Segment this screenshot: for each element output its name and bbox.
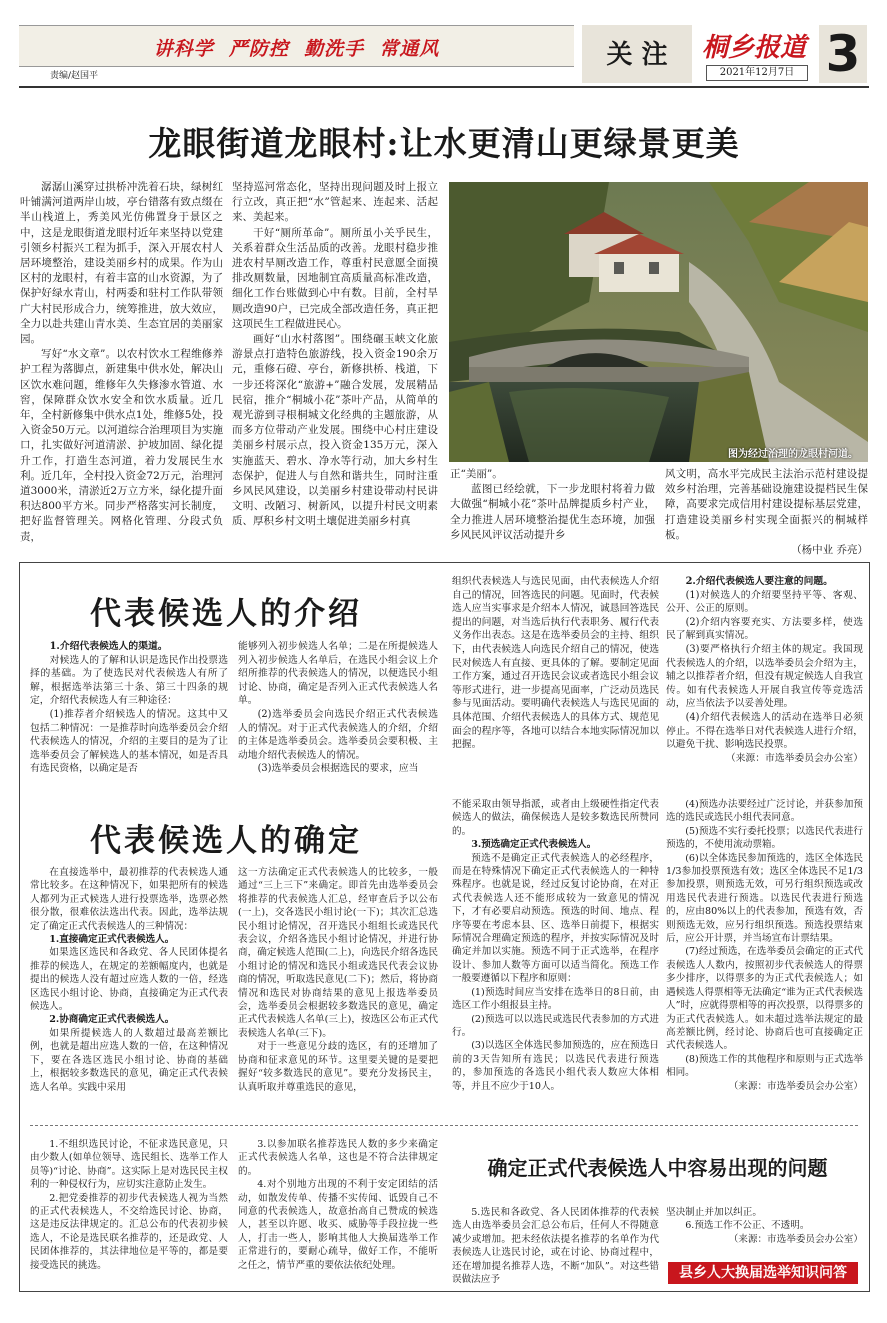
intro-col-4 <box>666 575 863 765</box>
feature-title: 龙眼街道龙眼村:让水更清山更绿景更美 <box>148 124 740 163</box>
source: （来源：市选举委员会办公室） <box>728 1233 863 1245</box>
paragraph: 潺潺山溪穿过拱桥冲洗着石块，绿树红叶铺满河道两岸山坡，亭台错落有致点缀在半山栈道上，秀美风光仿佛置身于景区之中，这是龙眼街道龙眼村近年来坚持以党建引领乡村振兴工程为抓手，深入开展农村人居环境整治，建设美丽乡村的成果。作为山区村的龙眼村，有着丰富的山水资源，为了保护好绿水青山，村两委和驻村工作队带领广大村民形成合力，统筹推进，放大效应，全力以赴共建山青水美、生态宜居的美丽家园。 <box>20 181 223 346</box>
feature-col-3 <box>450 467 655 543</box>
paragraph: 蓝图已经绘就，下一步龙眼村将着力做大做强“桐城小花”茶叶品牌提质乡村产业，全力推进人居环境整治提优生态环境，加强乡风民风评议活动提升乡 <box>450 483 655 541</box>
paragraph: (6)以全体选民参加预选的，选区全体选民1/3参加投票预选有效；选区全体选民不足1/3参加投票，则预选无效，可另行组织预选或改用选民代表进行预选。以选民代表进行预选的，应由80%以上的代表参加，预选有效，否则预选无效，应另行组织预选。预选投票结束后，应公开计票，并当场宣布计票结果。 <box>666 852 863 945</box>
paragraph: 能够列入初步候选人名单；二是在所提候选人列入初步候选人名单后，在选民小组会议上介绍所推荐的代表候选人的情况，以便选民小组讨论、协商，确定是否列入正式代表候选人名单。 <box>238 641 438 707</box>
paragraph: 4.对个别地方出现的不利于安定团结的活动，如散发传单、传播不实传闻、诋毁自己不同意的代表候选人，故意抬高自己赞成的候选人，甚至以许愿、收买、威胁等手段拉拢一些人，打击一些人，影响其他人大换届选举工作正常进行的，要耐心疏导，做好工作，不能听之任之，情节严重的要依法依纪处理。 <box>238 1179 438 1271</box>
paragraph: (1)对候选人的介绍要坚持平等、客观、公开、公正的原则。 <box>666 589 863 615</box>
problems-col-4 <box>666 1206 863 1246</box>
paragraph: 正“美丽”。 <box>450 468 503 480</box>
paragraph: (2)选举委员会向选民介绍正式代表候选人的情况。对于正式代表候选人的介绍，介绍的主体是选举委员会。选举委员会要积极、主动地介绍代表候选人的情况。 <box>238 708 438 761</box>
subheading: 1.直接确定正式代表候选人。 <box>49 934 175 946</box>
paragraph: 坚决制止并加以纠正。 <box>666 1207 762 1218</box>
byline: （杨中业 乔亮） <box>791 544 868 557</box>
paragraph: (7)经过预选，在选举委员会确定的正式代表候选人人数内，按照初步代表候选人的得票多少排序，以得票多的为正式代表候选人；如遇候选人得票相等无法确定“谁为正式代表候选人”时，应就得票相等的再次投票，以得票多的为正式代表候选人。如未超过选举法规定的最高差额比例，经讨论、协商后也可直接确定正式代表候选人。 <box>666 946 863 1052</box>
paragraph: 写好“水文章”。以农村饮水工程维修养护工程为落脚点，新建集中供水处，解决山区饮水难问题，维修年久失修渗水管道、水窖，保障群众饮水安全和饮水质量。近几年，全村新修集中供水点1处，维修5处，投入资金50万元。以河道综合治理项目为实施口，扎实做好河道清淤、护坡加固、绿化提升工作，打造生态河道，着力发展民生水利。近几年，全村投入资金72万元，治理河道3000米，清淤近2万立方米，绿化提升面积达800平方米。同步严格落实河长制度，把好监督管理关。网格化管理、分段式负责， <box>20 348 223 543</box>
paragraph: 风文明，高水平完成民主法治示范村建设提效乡村治理，完善基础设施建设提档民生保障，高要求完成信用村建设提标基层党建，打造建设美丽乡村实现全面振兴的桐城样板。 <box>665 468 868 541</box>
paragraph: 画好“山水村落图”。围绕碾玉峡文化旅游景点打造特色旅游线，投入资金190余万元，重修石磴、亭台，新修拱桥、栈道，下一步还将深化“旅游+”融合发展，发展精品民宿，推介“桐城小花”茶叶产品，从简单的观光游到寻根桐城文化经典的主题旅游，从而多方位带动产业发展。围绕中心村庄建设美丽乡村展示点，投入资金135万元，深入实施蓝天、碧水、净水等行动，加大乡村生态保护，促进人与自然和谐共生，同时注重乡风民风建设，以美丽乡村建设带动村民讲文明、改陋习、树新风，以提升村民文明素质、厚积乡村文明土壤促进美丽乡村真 <box>232 333 438 528</box>
source: （来源：市选举委员会办公室） <box>725 752 863 764</box>
paragraph: (1)推荐者介绍候选人的情况。这其中又包括二种情况：一是推荐时向选举委员会介绍代表候选人的情况，介绍的主要目的是为了让选举委员会了解候选人的基本情况，如是否具有选民资格，以确定是否 <box>30 708 228 775</box>
paragraph: 干好“厕所革命”。厕所虽小关乎民生，关系着群众生活品质的改善。龙眼村稳步推进农村旱厕改造工作，尊重村民意愿全面摸排改厕数量，因地制宜高质量高标准改造，细化工作台账做到心中有数。目前，全村旱厕改造90户，已完成全部改造任务，真正把这项民生工程做进民心。 <box>232 226 438 330</box>
paragraph: 组织代表候选人与选民见面，由代表候选人介绍自己的情况，回答选民的问题。见面时，代表候选人应当实事求是介绍本人情况，诚恳回答选民提出的问题，对当选后执行代表职务、履行代表义务作出表态。这是在选举委员会的主持、组织下，由代表候选人向选民介绍自己的情况，使选民对候选人有直接、更具体的了解。要制定见面工作方案，通过召开选民会议或者选民小组会议等形式进行，进一步提高见面率，广泛动员选民参与见面活动。要明确代表候选人与选民见面的具体范围、介绍代表候选人的具体方式、规范见面会的程序等，各地可以结合本地实际情况加以把握。 <box>452 576 659 751</box>
paragraph: (4)介绍代表候选人的活动在选举日必须停止。不得在选举日对代表候选人进行介绍，以避免干扰、影响选民投票。 <box>666 711 863 751</box>
qa-banner: 县乡人大换届选举知识问答 <box>668 1262 858 1284</box>
intro-col-3 <box>452 575 659 752</box>
paper-logo: 桐乡报道 <box>702 33 807 63</box>
intro-col-1 <box>30 640 228 776</box>
paragraph: 3.以参加联名推荐选民人数的多少来确定正式代表候选人名单，这也是不符合法律规定的。 <box>238 1139 438 1177</box>
paragraph: 对于一些意见分歧的选区，有的还增加了协商和征求意见的环节。这里要关键的是要把握好“较多数选民的意见”。要充分发扬民主，认真听取并尊重选民的意见， <box>238 1041 438 1093</box>
section-label: 关 注 <box>606 40 668 70</box>
subheading: 1.介绍代表候选人的渠道。 <box>49 641 168 652</box>
confirm-col-1 <box>30 866 228 1094</box>
paragraph: (5)预选不实行委托投票；以选民代表进行预选的，不使用流动票箱。 <box>666 825 863 851</box>
paragraph: 这一方法确定正式代表候选人的比较多，一般通过“三上三下”来确定。即首先由选举委员会将推荐的代表候选人汇总，经审查后予以公布(一上)，交各选民小组讨论(一下)；其次汇总选民小组讨论情况，召开选民小组组长或选民代表会议，介绍各选民小组讨论情况，并进行协商，确定候选人范围(二上)，向选民介绍各选民小组讨论的情况和选民小组或选民代表会议协商的情况，听取选民意见(二下)；然后，将协商情况和选民对协商结果的意见上报选举委员会，选举委员会根据较多数选民的意见，确定正式代表候选人名单(三上)，按选区公布正式代表候选人名单(三下)。 <box>238 867 438 1039</box>
subheading: 2.介绍代表候选人要注意的问题。 <box>685 576 833 587</box>
paragraph: (2)介绍内容要充实、方法要多样，使选民了解到真实情况。 <box>666 616 863 642</box>
subheading: 2.协商确定正式代表候选人。 <box>49 1014 175 1026</box>
paragraph: 如果选区选民和各政党、各人民团体提名推荐的候选人，在规定的差额幅度内，也就是提出的候选人没有超过应选人数的一倍，经选区选民小组讨论、协商，直接确定为正式代表候选人。 <box>30 947 228 1013</box>
photo-caption: 图为经过治理的龙眼村河道。 <box>728 449 858 460</box>
issue-date: 2021年12月7日 <box>706 65 808 81</box>
paragraph: 对候选人的了解和认识是选民作出投票选择的基础。为了使选民对代表候选人有所了解，根据选举法第三十条、第三十四条的规定，介绍代表候选人有三种途径： <box>30 654 228 707</box>
paragraph: 坚持巡河常态化，坚持出现问题及时上报立行立改，真正把“水”管起来、连起来、活起来、美起来。 <box>232 181 438 224</box>
problems-title: 确定正式代表候选人中容易出现的问题 <box>487 1156 828 1180</box>
source: （来源：市选举委员会办公室） <box>728 1080 863 1092</box>
paragraph: 1.不组织选民讨论，不征求选民意见，只由少数人(如单位领导、选民组长、选举工作人员等)“讨论、协商”。这实际上是对选民民主权利的一种侵权行为，应切实注意防止发生。 <box>30 1139 228 1191</box>
paragraph: (4)预选办法要经过广泛讨论，并获参加预选的选民或选民小组代表同意。 <box>666 799 863 824</box>
paragraph: 5.选民和各政党、各人民团体推荐的代表候选人由选举委员会汇总公布后，任何人不得随意减少或增加。把未经依法提名推荐的名单作为代表候选人让选民讨论，或在讨论、协商过程中，还在增加提名推荐人选，不断“加队”。对这些错误做法应予 <box>452 1207 659 1286</box>
confirm-title: 代表候选人的确定 <box>90 823 362 859</box>
village-photo <box>449 182 868 462</box>
paragraph: (3)选举委员会根据选民的要求，应当 <box>257 763 419 775</box>
intro-title: 代表候选人的介绍 <box>90 596 362 632</box>
feature-col-4 <box>665 467 868 558</box>
feature-col-2 <box>232 180 438 530</box>
header-editor: 责编/赵国平 <box>50 71 99 81</box>
paragraph: 如果所提候选人的人数超过最高差额比例，也就是超出应选人数的一倍，在这种情况下，要在各选区选民小组讨论、协商的基础上，根据较多数选民的意见，确定正式代表候选人名单。实践中采用 <box>30 1027 228 1093</box>
header-slogan: 讲科学 严防控 勤洗手 常通风 <box>153 38 440 60</box>
page-number: 3 <box>819 25 867 83</box>
paragraph: 在直接选举中，最初推荐的代表候选人通常比较多。在这种情况下，如果把所有的候选人都列为正式候选人进行投票选举，选票必然很分散，很难依法选出代表。因此，选举法规定了确定正式代表候选人的三种情况： <box>30 867 228 932</box>
paragraph: (3)要严格执行介绍主体的规定。我国现代表候选人的介绍，以选举委员会介绍为主，辅之以推荐者介绍，但没有规定候选人自我宣传。如有代表候选人开展自我宣传等竞选活动，应当依法予以妥善处理。 <box>666 643 863 710</box>
confirm-col-4 <box>666 798 863 1093</box>
paragraph: 预选不是确定正式代表候选人的必经程序，而是在特殊情况下确定正式代表候选人的一种特殊程序。也就是说，经过反复讨论协商，在对正式代表候选人还不能形成较为一致意见的情况下，才有必要启动预选。预选的时间、地点、程序等要在考虑本县、区、选举日前提下，根据实际情况合理确定预选的程序，并按实际情况及时确定并加以实施。预选不同于正式选举，在程序设计、参加人数等方面可以适当简化。预选工作一般要遵循以下程序和原则： <box>452 852 659 985</box>
problems-col-2 <box>238 1138 438 1272</box>
paragraph: (8)预选工作的其他程序和原则与正式选举相同。 <box>666 1053 863 1079</box>
confirm-col-3 <box>452 798 659 1093</box>
paragraph: (1)预选时间应当安排在选举日的8日前，由选区工作小组报县主持。 <box>452 986 659 1012</box>
problems-col-1 <box>30 1138 228 1272</box>
subheading: 3.预选确定正式代表候选人。 <box>471 839 597 851</box>
paragraph: 6.预选工作不公正、不透明。 <box>685 1220 810 1232</box>
feature-col-1 <box>20 180 223 545</box>
confirm-col-2 <box>238 866 438 1094</box>
paragraph: 2.把党委推荐的初步代表候选人视为当然的正式代表候选人，不交给选民讨论、协商，这是违反法律规定的。汇总公布的代表初步候选人，不论是选民联名推荐的，还是政党、人民团体推荐的，其法律地位是平等的，都是要接受选民的挑选。 <box>30 1192 228 1271</box>
section-divider <box>30 1125 858 1127</box>
intro-col-2 <box>238 640 438 776</box>
paragraph: 不能采取由领导指派，或者由上级硬性指定代表候选人的做法，确保候选人是较多数选民所赞同的。 <box>452 799 659 837</box>
header-rule <box>19 86 869 88</box>
paragraph: (2)预选可以以选民或选民代表参加的方式进行。 <box>452 1013 659 1038</box>
problems-col-3 <box>452 1206 659 1286</box>
paragraph: (3)以选区全体选民参加预选的，应在预选日前的3天告知所有选民；以选民代表进行预选的，参加预选的各选民小组代表人数应大体相等，并且不应少于10人。 <box>452 1040 659 1092</box>
